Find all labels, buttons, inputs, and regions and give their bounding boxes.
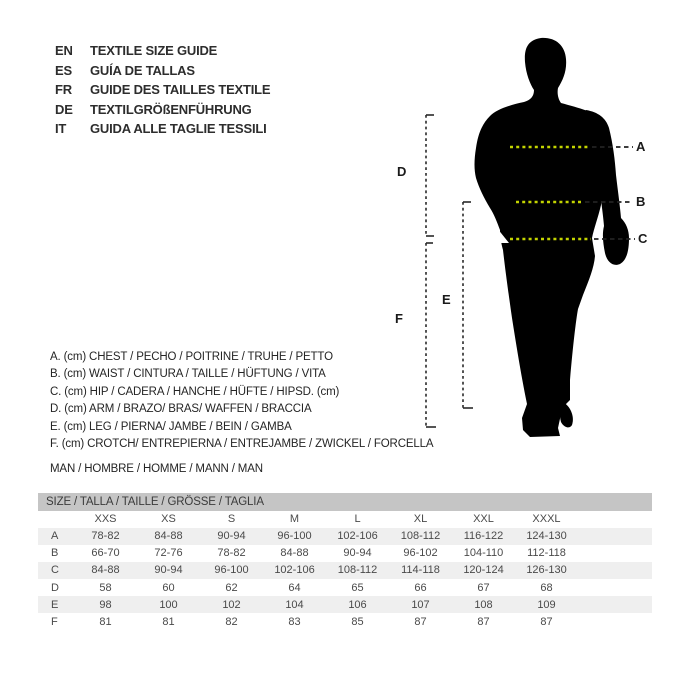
row-label: F — [51, 616, 58, 629]
legend-item-chest: A. (cm) CHEST / PECHO / POITRINE / TRUHE / PETTO — [50, 351, 333, 363]
cell: 90-94 — [343, 547, 372, 560]
cell: 102 — [222, 598, 241, 611]
column-header-xxl: XXL — [473, 513, 494, 526]
legend-item-crotch: F. (cm) CROTCH/ ENTREPIERNA / ENTREJAMBE / ZWICKEL / FORCELLA — [50, 438, 434, 451]
cell: 104 — [285, 598, 304, 611]
cell: 87 — [477, 616, 490, 629]
measure-label-crotch: F — [395, 311, 403, 326]
cell: 96-102 — [403, 547, 438, 560]
cell: 112-118 — [527, 547, 566, 560]
table-row-leg — [38, 596, 652, 613]
cell: 65 — [351, 581, 364, 594]
cell: 102-106 — [337, 530, 378, 543]
table-row-waist — [38, 545, 652, 562]
language-code: DE — [55, 101, 73, 117]
man-shoe-toe-shape — [560, 402, 573, 427]
measure-label-arm: D — [397, 164, 407, 179]
cell: 83 — [288, 616, 301, 629]
cell: 68 — [540, 581, 553, 594]
cell: 108 — [474, 598, 493, 611]
legend-item-hip: C. (cm) HIP / CADERA / HANCHE / HÜFTE / HIPSD. (cm) — [50, 385, 340, 398]
cell: 84-88 — [154, 530, 183, 543]
cell: 87 — [414, 616, 427, 629]
measurement-legend — [50, 349, 433, 453]
language-code: IT — [55, 121, 67, 137]
legend-item-arm: D. (cm) ARM / BRAZO/ BRAS/ WAFFEN / BRACCIA — [50, 403, 312, 416]
language-title: GUIDE DES TAILLES TEXTILE — [90, 82, 271, 98]
measure-label-waist: B — [636, 194, 646, 209]
man-silhouette — [475, 38, 630, 437]
cell: 66-70 — [91, 547, 120, 560]
cell: 64 — [288, 581, 301, 594]
cell: 106 — [348, 598, 367, 611]
cell: 116-122 — [463, 530, 504, 543]
cell: 124-130 — [526, 530, 567, 543]
legend-item-leg: E. (cm) LEG / PIERNA/ JAMBE / BEIN / GAMBA — [50, 420, 292, 433]
cell: 96-100 — [277, 530, 312, 543]
cell: 109 — [537, 598, 556, 611]
row-label: D — [51, 581, 59, 594]
cell: 84-88 — [280, 547, 309, 560]
measure-label-chest: A — [636, 139, 646, 154]
table-row-arm — [38, 579, 652, 596]
column-header-xl: XL — [413, 513, 428, 526]
cell: 104-110 — [463, 547, 504, 560]
cell: 82 — [225, 616, 238, 629]
cell: 126-130 — [526, 564, 567, 577]
column-header-m: M — [289, 513, 300, 526]
cell: 85 — [351, 616, 364, 629]
cell: 96-100 — [214, 564, 249, 577]
cell: 81 — [99, 616, 112, 629]
row-label: E — [51, 598, 59, 611]
cell: 62 — [225, 581, 238, 594]
language-title: TEXTILGRÖßENFÜHRUNG — [90, 101, 252, 117]
row-label: B — [51, 547, 59, 560]
cell: 81 — [162, 616, 175, 629]
language-title: GUÍA DE TALLAS — [90, 62, 195, 78]
language-code: EN — [55, 43, 73, 58]
cell: 107 — [411, 598, 430, 611]
column-header-xs: XS — [161, 513, 176, 526]
cell: 108-112 — [337, 564, 378, 577]
cell: 72-76 — [154, 547, 183, 560]
cell: 60 — [162, 581, 175, 594]
gender-label: MAN / HOMBRE / HOMME / MANN / MAN — [50, 463, 263, 475]
cell: 58 — [99, 581, 112, 594]
row-label: A — [51, 530, 59, 543]
column-header-xxs: XXS — [94, 513, 117, 526]
table-row-hip — [38, 562, 652, 579]
cell: 114-118 — [401, 564, 440, 577]
measure-label-leg: E — [442, 292, 451, 307]
cell: 100 — [159, 598, 178, 611]
cell: 78-82 — [91, 530, 120, 543]
column-header-l: L — [354, 513, 361, 526]
cell: 102-106 — [274, 564, 315, 577]
row-label: C — [51, 564, 59, 577]
column-header-xxxl: XXXL — [532, 513, 561, 526]
cell: 120-124 — [463, 564, 504, 577]
size-table-title: SIZE / TALLA / TAILLE / GRÖSSE / TAGLIA — [38, 493, 652, 511]
cell: 90-94 — [154, 564, 183, 577]
cell: 78-82 — [217, 547, 246, 560]
table-row-crotch — [38, 613, 652, 630]
size-table-header-row — [38, 511, 652, 528]
column-header-s: S — [227, 513, 236, 526]
table-row-chest — [38, 528, 652, 545]
cell: 67 — [477, 581, 490, 594]
language-title: GUIDA ALLE TAGLIE TESSILI — [90, 121, 267, 137]
measure-label-hip: C — [638, 231, 648, 246]
language-code: ES — [55, 62, 72, 78]
language-title: TEXTILE SIZE GUIDE — [90, 43, 218, 58]
language-code: FR — [55, 82, 72, 98]
size-table — [38, 493, 652, 631]
cell: 87 — [540, 616, 553, 629]
man-body-shape — [475, 38, 604, 437]
legend-item-waist: B. (cm) WAIST / CINTURA / TAILLE / HÜFTUNG / VITA — [50, 368, 326, 381]
cell: 98 — [99, 598, 112, 611]
cell: 90-94 — [217, 530, 246, 543]
cell: 66 — [414, 581, 427, 594]
cell: 84-88 — [91, 564, 120, 577]
cell: 108-112 — [400, 530, 441, 543]
